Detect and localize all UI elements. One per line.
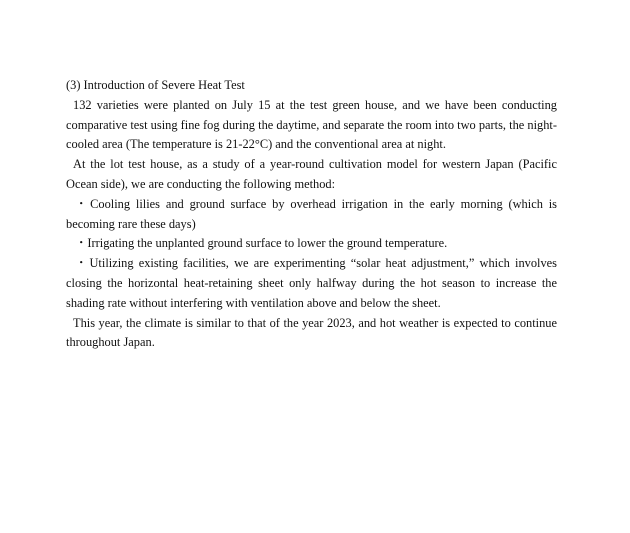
method-item-overhead-irrigation: ・Cooling lilies and ground surface by overhead irrigation in the early morning (which is becoming rare these days) <box>66 196 557 231</box>
section-heading: (3) Introduction of Severe Heat Test <box>66 78 245 92</box>
document-body <box>66 76 557 353</box>
paragraph-climate-outlook: This year, the climate is similar to that of the year 2023, and hot weather is expected to continue throughout Japan. <box>66 315 557 350</box>
method-item-solar-heat-adjustment: ・Utilizing existing facilities, we are experimenting “solar heat adjustment,” which involves closing the horizontal heat-retaining sheet only halfway during the hot season to increase the shading rate without interfering with ventilation above and below the sheet. <box>66 256 557 310</box>
paragraph-planting: 132 varieties were planted on July 15 at the test green house, and we have been conducting comparative test using fine fog during the daytime, and separate the room into two parts, the night-cooled area (The temperature is 21-22°C) and the conventional area at night. <box>66 97 557 152</box>
method-item-ground-irrigation: ・Irrigating the unplanted ground surface to lower the ground temperature. <box>75 236 448 251</box>
paragraph-lot-test-house: At the lot test house, as a study of a year-round cultivation model for western Japan (Pacific Ocean side), we are conducting the following method: <box>66 157 557 191</box>
